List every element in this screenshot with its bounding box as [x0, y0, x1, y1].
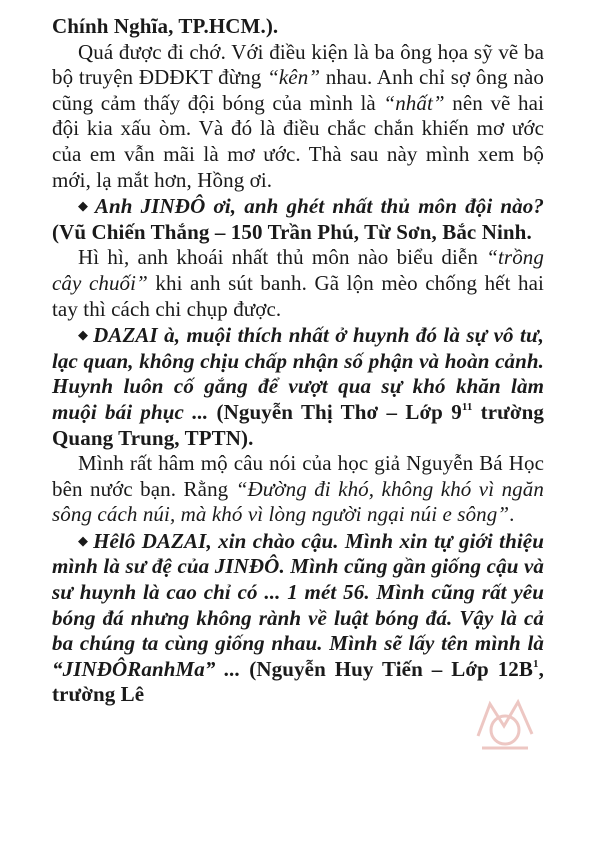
reply-text: nhau. Anh chỉ sợ ông nào cũng cảm thấy đội bóng của mình là — [52, 65, 544, 115]
reply-paragraph-1 — [52, 40, 544, 194]
diamond-bullet-icon: ◆ — [78, 198, 91, 214]
diamond-bullet-icon: ◆ — [78, 327, 90, 343]
quoted-phrase: “trồng cây chuối” — [52, 245, 544, 295]
signature-text: (Nguyễn Thị Thơ – Lớp 9 — [208, 399, 462, 424]
reply-paragraph-3 — [52, 451, 544, 528]
letter-text: Hêlô DAZAI, xin chào cậu. Mình xin tự giới thiệu mình là sư đệ của JINĐÔ. Mình cũng gần giống cậu và sư huynh là cao chỉ có ... 1 mét 56. Mình cũng rất yêu bóng đá nhưng không rành về luật bóng đá. Vậy là cả ba chúng ta cùng giống nhau. Mình sẽ lấy tên mình là “JINĐÔRanhMa” ... — [52, 528, 544, 681]
class-superscript: 1 — [533, 657, 539, 670]
reader-letter-1 — [52, 193, 544, 245]
quoted-word: “nhất” — [383, 90, 445, 115]
reply-paragraph-2 — [52, 245, 544, 322]
text-column — [52, 14, 544, 708]
reader-letter-2 — [52, 322, 544, 451]
signature-tail: Chính Nghĩa, TP.HCM.). — [52, 14, 279, 38]
reply-text: Quá được đi chớ. Với điều kiện là ba ông họa sỹ vẽ ba bộ truyện ĐDĐKT đừng — [52, 39, 544, 90]
reply-text: Hì hì, anh khoái nhất thủ môn nào biểu diễn — [78, 245, 487, 270]
letter-text: Anh JINĐÔ ơi, anh ghét nhất thủ môn đội nào? — [94, 194, 544, 219]
quoted-word: “kên” — [267, 65, 321, 90]
class-superscript: 11 — [461, 400, 473, 413]
quoted-saying: “Đường đi khó, không khó vì ngăn sông cách núi, mà khó vì lòng người ngại núi e sông” — [52, 476, 544, 527]
diamond-bullet-icon: ◆ — [78, 532, 90, 548]
reply-text: Mình rất hâm mộ câu nói của học giả Nguyễn Bá Học bên nước bạn. Rằng — [52, 451, 544, 501]
letter-signature-continued — [52, 14, 544, 40]
letter-signature: (Vũ Chiến Thắng – 150 Trần Phú, Từ Sơn, Bắc Ninh. — [52, 219, 532, 244]
reply-text: . — [509, 502, 515, 527]
signature-text: (Nguyễn Huy Tiến – Lớp 12B — [240, 656, 534, 681]
letter-text: DAZAI à, muội thích nhất ở huynh đó là sự vô tư, lạc quan, không chịu chấp nhận số phận và hoàn cảnh. Huynh luôn cố gắng để vượt qua sự khó khăn làm muội bái phục ... — [52, 323, 544, 424]
reply-text: nên vẽ hai đội kia xấu òm. Và đó là điều chắc chắn khiến mơ ước của em vẫn mãi là mơ ước. Thà sau này mình xem bộ mới, lạ mắt hơn, Hồng ơi. — [52, 90, 544, 192]
reader-letter-3 — [52, 528, 544, 708]
signature-text: , trường Lê — [52, 656, 544, 707]
reply-text: khi anh sút banh. Gã lộn mèo chống hết hai tay thì cách chi chụp được. — [52, 270, 544, 321]
signature-text: trường Quang Trung, TPTN). — [52, 399, 544, 450]
